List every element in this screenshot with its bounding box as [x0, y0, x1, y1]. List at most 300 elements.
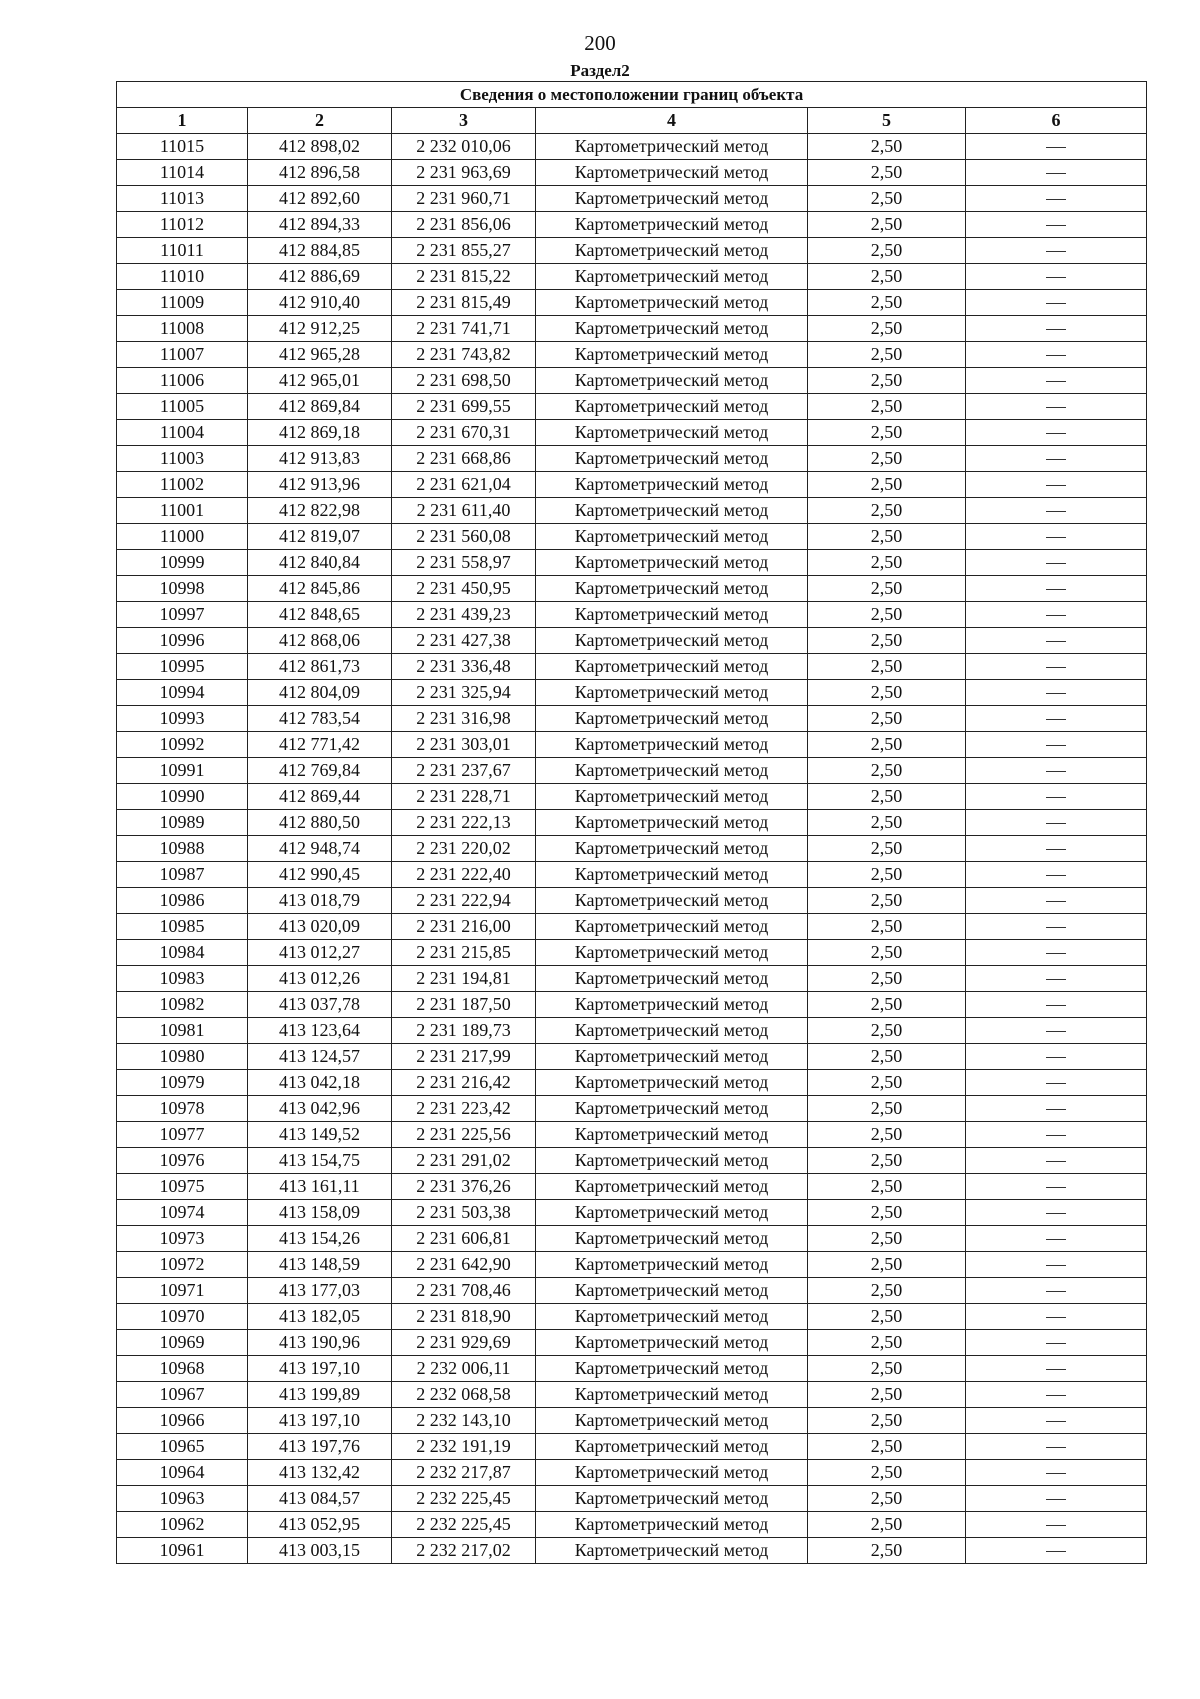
table-body [117, 134, 1147, 1564]
accuracy-cell: 2,50 [808, 654, 966, 680]
x-coordinate-cell: 412 898,02 [248, 134, 392, 160]
dash-mark [1046, 381, 1066, 382]
description-cell [966, 1278, 1147, 1304]
y-coordinate-cell: 2 231 855,27 [392, 238, 536, 264]
y-coordinate-cell: 2 231 222,40 [392, 862, 536, 888]
y-coordinate-cell: 2 231 189,73 [392, 1018, 536, 1044]
method-cell: Картометрический метод [536, 1538, 808, 1564]
x-coordinate-cell: 412 869,18 [248, 420, 392, 446]
dash-mark [1046, 251, 1066, 252]
accuracy-cell: 2,50 [808, 1538, 966, 1564]
table-row [117, 1434, 1147, 1460]
table-row [117, 628, 1147, 654]
dash-mark [1046, 511, 1066, 512]
y-coordinate-cell: 2 231 223,42 [392, 1096, 536, 1122]
x-coordinate-cell: 412 771,42 [248, 732, 392, 758]
dash-mark [1046, 433, 1066, 434]
x-coordinate-cell: 413 177,03 [248, 1278, 392, 1304]
description-cell [966, 680, 1147, 706]
x-coordinate-cell: 413 020,09 [248, 914, 392, 940]
accuracy-cell: 2,50 [808, 1512, 966, 1538]
description-cell [966, 940, 1147, 966]
point-number-cell: 10994 [117, 680, 248, 706]
description-cell [966, 1044, 1147, 1070]
accuracy-cell: 2,50 [808, 706, 966, 732]
y-coordinate-cell: 2 231 303,01 [392, 732, 536, 758]
accuracy-cell: 2,50 [808, 1044, 966, 1070]
point-number-cell: 10986 [117, 888, 248, 914]
table-row [117, 420, 1147, 446]
x-coordinate-cell: 413 199,89 [248, 1382, 392, 1408]
table-row [117, 1044, 1147, 1070]
description-cell [966, 1018, 1147, 1044]
dash-mark [1046, 1213, 1066, 1214]
x-coordinate-cell: 413 132,42 [248, 1460, 392, 1486]
point-number-cell: 10961 [117, 1538, 248, 1564]
y-coordinate-cell: 2 231 427,38 [392, 628, 536, 654]
y-coordinate-cell: 2 232 191,19 [392, 1434, 536, 1460]
x-coordinate-cell: 413 012,27 [248, 940, 392, 966]
point-number-cell: 11013 [117, 186, 248, 212]
y-coordinate-cell: 2 231 856,06 [392, 212, 536, 238]
x-coordinate-cell: 412 783,54 [248, 706, 392, 732]
y-coordinate-cell: 2 231 708,46 [392, 1278, 536, 1304]
method-cell: Картометрический метод [536, 498, 808, 524]
description-cell [966, 420, 1147, 446]
y-coordinate-cell: 2 231 815,49 [392, 290, 536, 316]
method-cell: Картометрический метод [536, 1278, 808, 1304]
method-cell: Картометрический метод [536, 238, 808, 264]
accuracy-cell: 2,50 [808, 1356, 966, 1382]
x-coordinate-cell: 412 845,86 [248, 576, 392, 602]
x-coordinate-cell: 412 804,09 [248, 680, 392, 706]
dash-mark [1046, 953, 1066, 954]
description-cell [966, 290, 1147, 316]
table-row [117, 914, 1147, 940]
dash-mark [1046, 225, 1066, 226]
table-row [117, 134, 1147, 160]
accuracy-cell: 2,50 [808, 1096, 966, 1122]
method-cell: Картометрический метод [536, 758, 808, 784]
x-coordinate-cell: 412 884,85 [248, 238, 392, 264]
table-caption-row [117, 82, 1147, 108]
table-row [117, 992, 1147, 1018]
y-coordinate-cell: 2 231 611,40 [392, 498, 536, 524]
table-row [117, 602, 1147, 628]
table-row [117, 1122, 1147, 1148]
y-coordinate-cell: 2 231 228,71 [392, 784, 536, 810]
point-number-cell: 11002 [117, 472, 248, 498]
y-coordinate-cell: 2 232 225,45 [392, 1486, 536, 1512]
method-cell: Картометрический метод [536, 1408, 808, 1434]
x-coordinate-cell: 412 840,84 [248, 550, 392, 576]
x-coordinate-cell: 412 861,73 [248, 654, 392, 680]
y-coordinate-cell: 2 231 222,13 [392, 810, 536, 836]
x-coordinate-cell: 412 869,84 [248, 394, 392, 420]
accuracy-cell: 2,50 [808, 862, 966, 888]
point-number-cell: 11015 [117, 134, 248, 160]
dash-mark [1046, 1447, 1066, 1448]
x-coordinate-cell: 412 880,50 [248, 810, 392, 836]
description-cell [966, 1148, 1147, 1174]
accuracy-cell: 2,50 [808, 914, 966, 940]
accuracy-cell: 2,50 [808, 732, 966, 758]
method-cell: Картометрический метод [536, 784, 808, 810]
method-cell: Картометрический метод [536, 212, 808, 238]
dash-mark [1046, 1031, 1066, 1032]
x-coordinate-cell: 412 886,69 [248, 264, 392, 290]
x-coordinate-cell: 413 154,26 [248, 1226, 392, 1252]
table-row [117, 1304, 1147, 1330]
y-coordinate-cell: 2 231 668,86 [392, 446, 536, 472]
accuracy-cell: 2,50 [808, 290, 966, 316]
point-number-cell: 10975 [117, 1174, 248, 1200]
method-cell: Картометрический метод [536, 810, 808, 836]
x-coordinate-cell: 413 148,59 [248, 1252, 392, 1278]
point-number-cell: 10962 [117, 1512, 248, 1538]
table-row [117, 446, 1147, 472]
table-row [117, 550, 1147, 576]
x-coordinate-cell: 413 197,10 [248, 1356, 392, 1382]
description-cell [966, 1070, 1147, 1096]
column-header: 6 [966, 108, 1147, 134]
dash-mark [1046, 849, 1066, 850]
dash-mark [1046, 1421, 1066, 1422]
method-cell: Картометрический метод [536, 290, 808, 316]
description-cell [966, 966, 1147, 992]
accuracy-cell: 2,50 [808, 1460, 966, 1486]
method-cell: Картометрический метод [536, 862, 808, 888]
description-cell [966, 732, 1147, 758]
dash-mark [1046, 979, 1066, 980]
table-row [117, 368, 1147, 394]
accuracy-cell: 2,50 [808, 446, 966, 472]
description-cell [966, 342, 1147, 368]
dash-mark [1046, 667, 1066, 668]
accuracy-cell: 2,50 [808, 992, 966, 1018]
x-coordinate-cell: 412 948,74 [248, 836, 392, 862]
y-coordinate-cell: 2 231 450,95 [392, 576, 536, 602]
y-coordinate-cell: 2 232 010,06 [392, 134, 536, 160]
y-coordinate-cell: 2 232 225,45 [392, 1512, 536, 1538]
method-cell: Картометрический метод [536, 628, 808, 654]
dash-mark [1046, 1109, 1066, 1110]
point-number-cell: 10978 [117, 1096, 248, 1122]
y-coordinate-cell: 2 231 815,22 [392, 264, 536, 290]
x-coordinate-cell: 412 819,07 [248, 524, 392, 550]
x-coordinate-cell: 413 037,78 [248, 992, 392, 1018]
table-row [117, 706, 1147, 732]
description-cell [966, 1460, 1147, 1486]
y-coordinate-cell: 2 231 216,42 [392, 1070, 536, 1096]
y-coordinate-cell: 2 231 929,69 [392, 1330, 536, 1356]
y-coordinate-cell: 2 231 670,31 [392, 420, 536, 446]
x-coordinate-cell: 412 869,44 [248, 784, 392, 810]
y-coordinate-cell: 2 231 699,55 [392, 394, 536, 420]
x-coordinate-cell: 413 018,79 [248, 888, 392, 914]
method-cell: Картометрический метод [536, 602, 808, 628]
description-cell [966, 1408, 1147, 1434]
table-row [117, 160, 1147, 186]
x-coordinate-cell: 413 190,96 [248, 1330, 392, 1356]
y-coordinate-cell: 2 231 621,04 [392, 472, 536, 498]
y-coordinate-cell: 2 231 316,98 [392, 706, 536, 732]
table-row [117, 394, 1147, 420]
dash-mark [1046, 771, 1066, 772]
x-coordinate-cell: 412 892,60 [248, 186, 392, 212]
x-coordinate-cell: 412 894,33 [248, 212, 392, 238]
point-number-cell: 10965 [117, 1434, 248, 1460]
point-number-cell: 10999 [117, 550, 248, 576]
dash-mark [1046, 1369, 1066, 1370]
y-coordinate-cell: 2 231 376,26 [392, 1174, 536, 1200]
point-number-cell: 10991 [117, 758, 248, 784]
accuracy-cell: 2,50 [808, 784, 966, 810]
table-row [117, 1070, 1147, 1096]
method-cell: Картометрический метод [536, 1044, 808, 1070]
description-cell [966, 472, 1147, 498]
x-coordinate-cell: 412 965,01 [248, 368, 392, 394]
point-number-cell: 10990 [117, 784, 248, 810]
table-row [117, 940, 1147, 966]
dash-mark [1046, 745, 1066, 746]
y-coordinate-cell: 2 231 187,50 [392, 992, 536, 1018]
description-cell [966, 498, 1147, 524]
accuracy-cell: 2,50 [808, 1070, 966, 1096]
description-cell [966, 758, 1147, 784]
dash-mark [1046, 589, 1066, 590]
description-cell [966, 1096, 1147, 1122]
y-coordinate-cell: 2 231 698,50 [392, 368, 536, 394]
description-cell [966, 1226, 1147, 1252]
accuracy-cell: 2,50 [808, 342, 966, 368]
table-row [117, 186, 1147, 212]
dash-mark [1046, 719, 1066, 720]
method-cell: Картометрический метод [536, 550, 808, 576]
x-coordinate-cell: 413 161,11 [248, 1174, 392, 1200]
x-coordinate-cell: 413 124,57 [248, 1044, 392, 1070]
dash-mark [1046, 303, 1066, 304]
point-number-cell: 10969 [117, 1330, 248, 1356]
method-cell: Картометрический метод [536, 680, 808, 706]
dash-mark [1046, 355, 1066, 356]
x-coordinate-cell: 413 003,15 [248, 1538, 392, 1564]
description-cell [966, 810, 1147, 836]
y-coordinate-cell: 2 232 217,02 [392, 1538, 536, 1564]
table-row [117, 290, 1147, 316]
method-cell: Картометрический метод [536, 368, 808, 394]
dash-mark [1046, 485, 1066, 486]
point-number-cell: 11001 [117, 498, 248, 524]
dash-mark [1046, 1005, 1066, 1006]
x-coordinate-cell: 413 197,10 [248, 1408, 392, 1434]
y-coordinate-cell: 2 231 606,81 [392, 1226, 536, 1252]
accuracy-cell: 2,50 [808, 1122, 966, 1148]
point-number-cell: 11012 [117, 212, 248, 238]
point-number-cell: 10983 [117, 966, 248, 992]
table-row [117, 524, 1147, 550]
point-number-cell: 10976 [117, 1148, 248, 1174]
description-cell [966, 654, 1147, 680]
method-cell: Картометрический метод [536, 1200, 808, 1226]
dash-mark [1046, 199, 1066, 200]
dash-mark [1046, 277, 1066, 278]
dash-mark [1046, 1291, 1066, 1292]
table-row [117, 1226, 1147, 1252]
method-cell: Картометрический метод [536, 706, 808, 732]
accuracy-cell: 2,50 [808, 680, 966, 706]
dash-mark [1046, 1239, 1066, 1240]
description-cell [966, 1200, 1147, 1226]
y-coordinate-cell: 2 231 291,02 [392, 1148, 536, 1174]
dash-mark [1046, 901, 1066, 902]
y-coordinate-cell: 2 231 237,67 [392, 758, 536, 784]
accuracy-cell: 2,50 [808, 836, 966, 862]
accuracy-cell: 2,50 [808, 186, 966, 212]
table-row [117, 654, 1147, 680]
y-coordinate-cell: 2 231 743,82 [392, 342, 536, 368]
x-coordinate-cell: 412 913,83 [248, 446, 392, 472]
dash-mark [1046, 1161, 1066, 1162]
table-row [117, 1018, 1147, 1044]
dash-mark [1046, 1187, 1066, 1188]
dash-mark [1046, 537, 1066, 538]
dash-mark [1046, 615, 1066, 616]
method-cell: Картометрический метод [536, 1148, 808, 1174]
table-row [117, 238, 1147, 264]
point-number-cell: 10973 [117, 1226, 248, 1252]
accuracy-cell: 2,50 [808, 1252, 966, 1278]
accuracy-cell: 2,50 [808, 1174, 966, 1200]
y-coordinate-cell: 2 231 558,97 [392, 550, 536, 576]
point-number-cell: 10977 [117, 1122, 248, 1148]
point-number-cell: 11008 [117, 316, 248, 342]
y-coordinate-cell: 2 232 143,10 [392, 1408, 536, 1434]
dash-mark [1046, 147, 1066, 148]
point-number-cell: 11000 [117, 524, 248, 550]
method-cell: Картометрический метод [536, 1096, 808, 1122]
dash-mark [1046, 1317, 1066, 1318]
point-number-cell: 10987 [117, 862, 248, 888]
point-number-cell: 11011 [117, 238, 248, 264]
x-coordinate-cell: 413 123,64 [248, 1018, 392, 1044]
dash-mark [1046, 1057, 1066, 1058]
method-cell: Картометрический метод [536, 914, 808, 940]
point-number-cell: 10980 [117, 1044, 248, 1070]
method-cell: Картометрический метод [536, 472, 808, 498]
accuracy-cell: 2,50 [808, 1226, 966, 1252]
accuracy-cell: 2,50 [808, 810, 966, 836]
description-cell [966, 1486, 1147, 1512]
description-cell [966, 576, 1147, 602]
dash-mark [1046, 641, 1066, 642]
description-cell [966, 1330, 1147, 1356]
point-number-cell: 11010 [117, 264, 248, 290]
table-header-row [117, 108, 1147, 134]
accuracy-cell: 2,50 [808, 394, 966, 420]
method-cell: Картометрический метод [536, 264, 808, 290]
column-header: 5 [808, 108, 966, 134]
point-number-cell: 11006 [117, 368, 248, 394]
table-row [117, 1148, 1147, 1174]
y-coordinate-cell: 2 231 439,23 [392, 602, 536, 628]
point-number-cell: 10998 [117, 576, 248, 602]
point-number-cell: 11005 [117, 394, 248, 420]
point-number-cell: 10968 [117, 1356, 248, 1382]
table-row [117, 264, 1147, 290]
description-cell [966, 1512, 1147, 1538]
dash-mark [1046, 407, 1066, 408]
description-cell [966, 1174, 1147, 1200]
description-cell [966, 368, 1147, 394]
table-row [117, 342, 1147, 368]
dash-mark [1046, 1473, 1066, 1474]
y-coordinate-cell: 2 231 216,00 [392, 914, 536, 940]
point-number-cell: 10995 [117, 654, 248, 680]
accuracy-cell: 2,50 [808, 888, 966, 914]
accuracy-cell: 2,50 [808, 316, 966, 342]
method-cell: Картометрический метод [536, 1460, 808, 1486]
x-coordinate-cell: 413 182,05 [248, 1304, 392, 1330]
method-cell: Картометрический метод [536, 1226, 808, 1252]
description-cell [966, 160, 1147, 186]
description-cell [966, 706, 1147, 732]
point-number-cell: 11007 [117, 342, 248, 368]
x-coordinate-cell: 412 990,45 [248, 862, 392, 888]
y-coordinate-cell: 2 231 217,99 [392, 1044, 536, 1070]
accuracy-cell: 2,50 [808, 966, 966, 992]
point-number-cell: 10964 [117, 1460, 248, 1486]
x-coordinate-cell: 412 965,28 [248, 342, 392, 368]
x-coordinate-cell: 412 848,65 [248, 602, 392, 628]
table-row [117, 888, 1147, 914]
point-number-cell: 11014 [117, 160, 248, 186]
y-coordinate-cell: 2 231 336,48 [392, 654, 536, 680]
description-cell [966, 1252, 1147, 1278]
table-row [117, 1200, 1147, 1226]
method-cell: Картометрический метод [536, 446, 808, 472]
accuracy-cell: 2,50 [808, 576, 966, 602]
y-coordinate-cell: 2 232 217,87 [392, 1460, 536, 1486]
dash-mark [1046, 693, 1066, 694]
dash-mark [1046, 875, 1066, 876]
point-number-cell: 10992 [117, 732, 248, 758]
x-coordinate-cell: 412 769,84 [248, 758, 392, 784]
accuracy-cell: 2,50 [808, 420, 966, 446]
dash-mark [1046, 329, 1066, 330]
description-cell [966, 992, 1147, 1018]
y-coordinate-cell: 2 232 006,11 [392, 1356, 536, 1382]
description-cell [966, 186, 1147, 212]
description-cell [966, 394, 1147, 420]
method-cell: Картометрический метод [536, 1070, 808, 1096]
table-row [117, 1460, 1147, 1486]
dash-mark [1046, 1265, 1066, 1266]
dash-mark [1046, 1525, 1066, 1526]
method-cell: Картометрический метод [536, 1512, 808, 1538]
description-cell [966, 628, 1147, 654]
accuracy-cell: 2,50 [808, 550, 966, 576]
method-cell: Картометрический метод [536, 654, 808, 680]
x-coordinate-cell: 412 822,98 [248, 498, 392, 524]
table-row [117, 1512, 1147, 1538]
point-number-cell: 10985 [117, 914, 248, 940]
description-cell [966, 1434, 1147, 1460]
method-cell: Картометрический метод [536, 420, 808, 446]
table-row [117, 1382, 1147, 1408]
method-cell: Картометрический метод [536, 342, 808, 368]
description-cell [966, 602, 1147, 628]
